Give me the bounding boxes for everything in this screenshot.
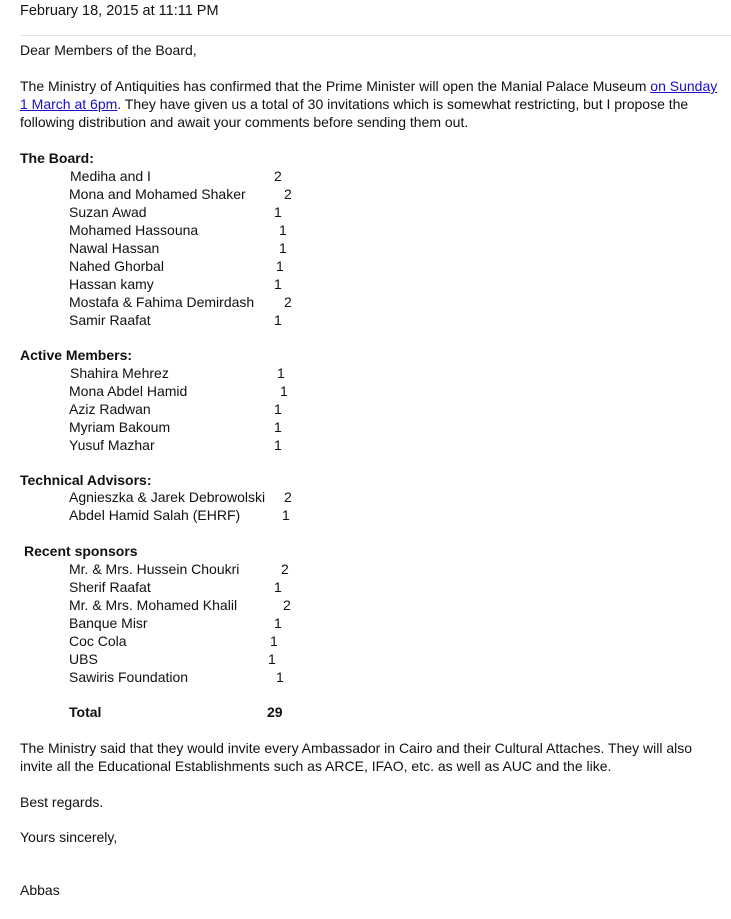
invitation-count: 1 bbox=[280, 383, 288, 399]
total-count: 29 bbox=[267, 704, 283, 720]
invitee-name: Mostafa & Fahima Demirdash bbox=[69, 294, 255, 310]
list-item bbox=[0, 257, 731, 275]
list-item bbox=[0, 382, 731, 400]
invitation-count: 1 bbox=[282, 507, 290, 523]
invitee-name: Nawal Hassan bbox=[69, 240, 160, 256]
sign-off: Yours sincerely, bbox=[20, 829, 118, 845]
invitation-count: 1 bbox=[279, 240, 287, 256]
intro-paragraph bbox=[20, 77, 720, 131]
invitation-count: 2 bbox=[284, 489, 292, 505]
invitation-count: 2 bbox=[283, 597, 291, 613]
list-item bbox=[0, 650, 731, 668]
invitation-count: 1 bbox=[274, 437, 282, 453]
invitee-name: Agnieszka & Jarek Debrowolski bbox=[69, 489, 266, 505]
invitation-count: 1 bbox=[274, 579, 282, 595]
section-title-board: The Board: bbox=[20, 150, 94, 166]
list-item bbox=[0, 167, 731, 185]
list-item bbox=[0, 293, 731, 311]
list-item bbox=[0, 632, 731, 650]
invitation-count: 1 bbox=[268, 651, 276, 667]
invitee-name: Shahira Mehrez bbox=[70, 365, 169, 381]
message-date: February 18, 2015 at 11:11 PM bbox=[20, 3, 219, 19]
list-item bbox=[0, 275, 731, 293]
list-item bbox=[0, 560, 731, 578]
invitation-count: 2 bbox=[281, 561, 289, 577]
invitee-name: Mohamed Hassouna bbox=[69, 222, 199, 238]
invitee-name: Mediha and I bbox=[70, 168, 151, 184]
total-label: Total bbox=[69, 704, 102, 720]
list-item bbox=[0, 668, 731, 686]
invitee-name: Coc Cola bbox=[69, 633, 127, 649]
list-item bbox=[0, 400, 731, 418]
invitation-count: 1 bbox=[276, 258, 284, 274]
invitation-count: 1 bbox=[276, 669, 284, 685]
list-item bbox=[0, 364, 731, 382]
invitation-count: 1 bbox=[274, 276, 282, 292]
intro-text-part1: The Ministry of Antiquities has confirmed that the Prime Minister will open the Manial Palace Museum bbox=[20, 78, 651, 94]
intro-text-part2: . They have given us a total of 30 invitations which is somewhat restricting, but I propose the following distribution and await your comments before sending them out. bbox=[20, 96, 689, 130]
invitee-name: Mona and Mohamed Shaker bbox=[69, 186, 246, 202]
list-item bbox=[0, 436, 731, 454]
list-item bbox=[0, 203, 731, 221]
invitee-name: Sawiris Foundation bbox=[69, 669, 189, 685]
invitation-count: 1 bbox=[274, 401, 282, 417]
section-title-technical-advisors: Technical Advisors: bbox=[20, 472, 152, 488]
invitee-name: Myriam Bakoum bbox=[69, 419, 171, 435]
section-title-active-members: Active Members: bbox=[20, 347, 133, 363]
invitee-name: Abdel Hamid Salah (EHRF) bbox=[69, 507, 241, 523]
invitation-count: 2 bbox=[284, 294, 292, 310]
list-item bbox=[0, 488, 731, 506]
invitation-count: 1 bbox=[274, 419, 282, 435]
invitee-name: Mr. & Mrs. Hussein Choukri bbox=[69, 561, 240, 577]
invitation-count: 1 bbox=[274, 204, 282, 220]
best-regards: Best regards. bbox=[20, 794, 104, 810]
header-divider bbox=[20, 35, 731, 36]
list-item bbox=[0, 596, 731, 614]
list-item bbox=[0, 578, 731, 596]
invitee-name: Nahed Ghorbal bbox=[69, 258, 164, 274]
invitation-count: 1 bbox=[279, 222, 287, 238]
event-date-link[interactable]: on Sunday 1 March at 6pm bbox=[20, 78, 718, 112]
invitation-count: 1 bbox=[274, 312, 282, 328]
list-item bbox=[0, 418, 731, 436]
invitation-count: 1 bbox=[274, 615, 282, 631]
invitee-name: Mona Abdel Hamid bbox=[69, 383, 188, 399]
invitee-name: Mr. & Mrs. Mohamed Khalil bbox=[69, 597, 238, 613]
invitation-count: 1 bbox=[270, 633, 278, 649]
invitation-count: 1 bbox=[277, 365, 285, 381]
invitee-name: Hassan kamy bbox=[69, 276, 154, 292]
list-item bbox=[0, 239, 731, 257]
total-row bbox=[0, 703, 731, 721]
invitee-name: Suzan Awad bbox=[69, 204, 147, 220]
signature: Abbas bbox=[20, 882, 60, 898]
invitee-name: Samir Raafat bbox=[69, 312, 151, 328]
invitee-name: UBS bbox=[69, 651, 98, 667]
greeting: Dear Members of the Board, bbox=[20, 42, 197, 58]
list-item bbox=[0, 185, 731, 203]
list-item bbox=[0, 311, 731, 329]
invitation-count: 2 bbox=[284, 186, 292, 202]
list-item bbox=[0, 614, 731, 632]
list-item bbox=[0, 506, 731, 524]
invitee-name: Banque Misr bbox=[69, 615, 148, 631]
closing-paragraph: The Ministry said that they would invite every Ambassador in Cairo and their Cultural Attaches. They will also invite all the Educational Establishments such as ARCE, IFAO, etc. as well as AUC and the like. bbox=[20, 740, 693, 774]
invitation-count: 2 bbox=[274, 168, 282, 184]
invitee-name: Aziz Radwan bbox=[69, 401, 151, 417]
list-item bbox=[0, 221, 731, 239]
invitee-name: Yusuf Mazhar bbox=[69, 437, 155, 453]
section-title-recent-sponsors: Recent sponsors bbox=[24, 543, 138, 559]
invitee-name: Sherif Raafat bbox=[69, 579, 151, 595]
